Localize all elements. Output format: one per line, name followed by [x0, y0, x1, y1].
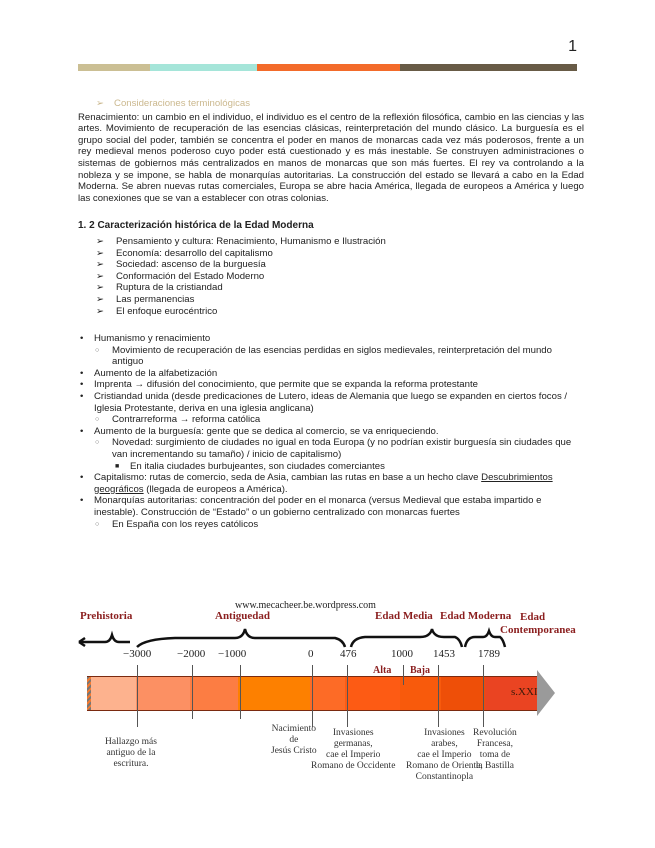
tick-mark	[192, 665, 193, 719]
period-prehistoria: Prehistoria	[80, 610, 133, 622]
list-item: • Capitalismo: rutas de comercio, seda de Asia, cambian las rutas en base a un hecho clave Descubrimientos geográficos (llegada de europeos a América).	[78, 472, 584, 495]
document-body	[78, 98, 584, 530]
arrow-bullet-icon: ➢	[96, 282, 105, 294]
timeline-segment	[190, 677, 238, 710]
period-edad-media: Edad Media	[375, 610, 433, 622]
notes-list	[78, 333, 584, 530]
list-item: • Monarquías autoritarias: concentración del poder en el monarca (versus Medieval que estaba impartido e inestable). Construcción de “Estado” o un gobierno centralizado con monarcas fuertes	[78, 495, 584, 518]
subheading-consideraciones: ➢ Consideraciones terminológicas	[96, 98, 251, 109]
year-label: −1000	[218, 648, 247, 660]
event-revolution: Revolución Francesa, toma de la Bastilla	[473, 728, 517, 771]
event-rome-west: Invasiones germanas, cae el Imperio Romano de Occidente	[311, 728, 396, 771]
arrow-bullet-icon: ➢	[96, 247, 105, 259]
period-antiguedad: Antiguedad	[215, 610, 271, 622]
sub-period-baja: Baja	[410, 665, 430, 676]
sub-period-alta: Alta	[373, 665, 392, 676]
arrow-bullet-icon: ➢	[96, 305, 105, 317]
century-label: s.XXI	[511, 686, 538, 698]
list-item: ■ En italia ciudades burbujeantes, son ciudades comerciantes	[78, 461, 584, 473]
timeline-segment	[345, 677, 400, 710]
list-item: • Aumento de la burguesía: gente que se dedica al comercio, se va enriqueciendo.	[78, 426, 584, 438]
timeline-arrow-icon	[537, 670, 555, 716]
period-braces-icon	[75, 595, 585, 655]
list-item: ○ Movimiento de recuperación de las esencias perdidas en siglos medievales, reinterpretación del mundo antiguo	[78, 345, 584, 368]
tick-mark	[483, 665, 484, 727]
tick-mark	[312, 665, 313, 727]
section-heading: 1. 2 Caracterización histórica de la Edad Moderna	[78, 220, 314, 232]
list-item: • Cristiandad unida (desde predicaciones de Lutero, ideas de Alemania que luego se expanden en ciertos focos / Iglesia Protestante, deriva en una iglesia anglicana)	[78, 391, 584, 414]
arrow-bullet-icon: ➢	[96, 98, 105, 109]
tick-mark	[240, 665, 241, 719]
year-label: 0	[308, 648, 314, 660]
year-label: −3000	[123, 648, 152, 660]
header-color-bar	[78, 64, 577, 71]
arrow-bullet-icon: ➢	[96, 235, 105, 247]
year-label: 1453	[433, 648, 455, 660]
event-rome-east: Invasiones arabes, cae el Imperio Romano de Oriente, Constantinopla	[406, 728, 483, 782]
timeline-segment	[310, 677, 345, 710]
list-item: ➢ Sociedad: ascenso de la burguesía	[96, 259, 266, 271]
list-item: ○ Contrarreforma → reforma católica	[78, 414, 584, 426]
list-item: ➢ Las permanencias	[96, 293, 195, 305]
list-item: • Humanismo y renacimiento	[78, 333, 584, 345]
color-bar-segment-orange	[257, 64, 400, 71]
arrow-bullet-icon: ➢	[96, 270, 105, 282]
tick-mark	[403, 665, 404, 685]
list-item: ○ En España con los reyes católicos	[78, 519, 584, 531]
timeline-segment	[400, 677, 441, 710]
list-item: ➢ Pensamiento y cultura: Renacimiento, Humanismo e Ilustración	[96, 235, 386, 247]
color-bar-segment-aqua	[150, 64, 257, 71]
color-bar-segment-tan	[78, 64, 150, 71]
characterization-list	[78, 236, 584, 317]
period-edad-moderna: Edad Moderna	[440, 610, 512, 622]
timeline-segment	[441, 677, 485, 710]
list-item: ➢ Economía: desarrollo del capitalismo	[96, 247, 273, 259]
list-item: ➢ Ruptura de la cristiandad	[96, 282, 223, 294]
year-label: 1789	[478, 648, 500, 660]
color-bar-segment-brown	[400, 64, 577, 71]
list-item: ○ Novedad: surgimiento de ciudades no igual en toda Europa (y no podrían existir burguesía sin ciudades que van incrementando su tamaño) / inicio de capitalismo)	[78, 437, 584, 460]
timeline-segment	[238, 677, 310, 710]
tick-mark	[438, 665, 439, 727]
arrow-bullet-icon: ➢	[96, 293, 105, 305]
list-item: ➢ Conformación del Estado Moderno	[96, 270, 265, 282]
period-contemporanea-line2: Contemporanea	[500, 624, 576, 636]
link-descubrimientos[interactable]: Descubrimientos geográficos	[94, 472, 553, 495]
history-timeline	[75, 595, 585, 795]
year-label: −2000	[177, 648, 206, 660]
list-item: • Imprenta → difusión del conocimiento, que permite que se expanda la reforma protestante	[78, 379, 584, 391]
period-contemporanea-line1: Edad	[520, 611, 546, 623]
list-item: ➢ El enfoque eurocéntrico	[96, 305, 218, 317]
tick-mark	[137, 665, 138, 727]
event-writing: Hallazgo más antiguo de la escritura.	[105, 737, 157, 769]
list-item: • Aumento de la alfabetización	[78, 368, 584, 380]
intro-paragraph: Renacimiento: un cambio en el individuo, el individuo es el centro de la reflexión filosófica, cambio en las ciencias y las artes. Movimiento de recuperación de las esencias clásicas, reinterpretación del mundo clásico. La burguesía es el grupo social del poder, también se concentra el poder en manos de monarcas cada vez más poderosos, frente a un rey medieval menos poderoso cuyo poder está cuestionado y es más inestable. Se construyen administraciones o sistemas de gobiernos más centralizados en manos de monarcas que son más fuertes. El rey va controlando a la nobleza y se impone, se habla de monarquías autoritarias. La construcción del estado se llevará a cabo en la Edad Moderna. Se abren nuevas rutas comerciales, Europa se abre hacia América, llegada de europeos a América y luego las conexiones que se van a establecer con otras colonias.	[78, 111, 584, 204]
page-number: 1	[568, 38, 577, 55]
arrow-bullet-icon: ➢	[96, 259, 105, 271]
timeline-source-url: www.mecacheer.be.wordpress.com	[235, 600, 376, 611]
timeline-segment	[91, 677, 136, 710]
year-label: 1000	[391, 648, 413, 660]
year-label: 476	[340, 648, 357, 660]
tick-mark	[347, 665, 348, 727]
event-jesus: Nacimiento de Jesús Cristo	[271, 724, 317, 756]
timeline-segment	[136, 677, 190, 710]
